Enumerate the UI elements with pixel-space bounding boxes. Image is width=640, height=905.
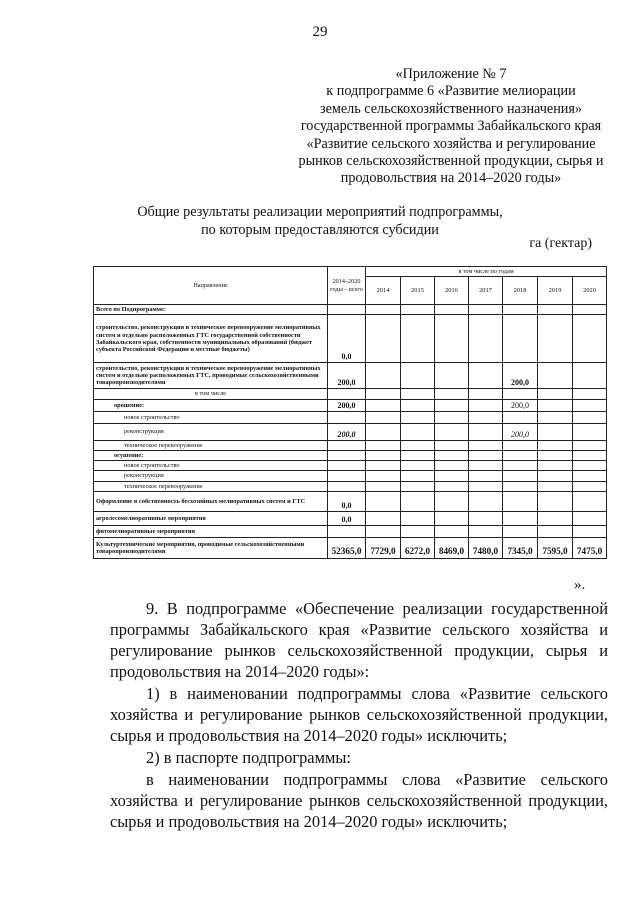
row-name: Оформление в собственность бесхозяйных мелиоративных систем и ГТС [94, 491, 328, 511]
paragraph-item-9: 9. В подпрограмме «Обеспечение реализации государственной программы Забайкальского края «Развитие сельского хозяйства и регулирование рынков сельскохозяйственной продукции, сырья и продовольствия на 2014–2020 годы»: [110, 599, 608, 681]
row-2018: 200,0 [503, 363, 538, 389]
table-row [94, 491, 607, 511]
table-row [94, 525, 607, 537]
row-name: техническое перевооружение [94, 440, 328, 450]
table-row [94, 411, 607, 423]
row-total: 52365,0 [328, 537, 366, 558]
row-total: 200,0 [328, 423, 366, 440]
row-name: строительство, реконструкция и техническое перевооружение мелиоративных систем и отдельно расположенных ГТС государственной собственности Забайкальского края, собственности муниципальных образований (бюджет субъекта Российской Федерации и местные бюджеты) [94, 315, 328, 363]
results-table [93, 266, 607, 559]
table-row [94, 511, 607, 525]
appendix-line: к подпрограмме 6 «Развитие мелиорации [326, 83, 576, 100]
header-including: в том числе по годам [366, 267, 607, 277]
appendix-line: «Приложение № 7 [395, 66, 507, 82]
row-2018: 7345,0 [503, 537, 538, 558]
table-row [94, 305, 607, 315]
appendix-line: продовольствия на 2014–2020 годы» [340, 170, 562, 187]
table-row [94, 471, 607, 481]
row-name: строительство, реконструкция и техническое перевооружение мелиоративных систем и отдельно расположенных ГТС, проводимые сельскохозяйственными товаропроизводителями [94, 363, 328, 389]
header-year: 2016 [435, 277, 469, 305]
table-header-row [94, 267, 607, 277]
row-name: фитомелиоративные мероприятия [94, 525, 328, 537]
title-line: Общие результаты реализации мероприятий подпрограммы, [137, 204, 503, 220]
header-total: 2014–2020 годы – всего [328, 267, 366, 305]
table-row [94, 399, 607, 411]
appendix-line: рынков сельскохозяйственной продукции, сырья и [298, 153, 604, 170]
row-name: Культуртехнические мероприятия, проводимые сельскохозяйственными товаропроизводителями [94, 537, 328, 558]
row-name: агролесомелиоративные мероприятия [94, 511, 328, 525]
header-year: 2014 [366, 277, 401, 305]
appendix-line: «Развитие сельского хозяйства и регулирование [306, 135, 596, 152]
table-row [94, 315, 607, 363]
title-line: по которым предоставляются субсидии [201, 221, 439, 238]
row-name: осушение: [94, 451, 328, 461]
appendix-line: государственной программы Забайкальского края [300, 118, 602, 135]
paragraph-subitem-1: 1) в наименовании подпрограммы слова «Развитие сельского хозяйства и регулирование рынков сельскохозяйственной продукции, сырья и продовольствия на 2014–2020 годы» исключить; [110, 684, 608, 745]
row-name: реконструкция [94, 471, 328, 481]
row-2020: 7475,0 [573, 537, 607, 558]
header-direction: Направление [94, 267, 328, 305]
row-total: 200,0 [328, 399, 366, 411]
table-title [70, 204, 570, 239]
row-name: новое строительство [94, 461, 328, 471]
row-2016: 8469,0 [435, 537, 469, 558]
header-year: 2019 [538, 277, 573, 305]
row-total: 200,0 [328, 363, 366, 389]
paragraph-passport: в наименовании подпрограммы слова «Развитие сельского хозяйства и регулирование рынков сельскохозяйственной продукции, сырья и продовольствия на 2014–2020 годы» исключить; [110, 770, 608, 831]
header-year: 2018 [503, 277, 538, 305]
row-total: 0,0 [328, 315, 366, 363]
row-2018: 200,0 [503, 423, 538, 440]
row-2018: 200,0 [503, 399, 538, 411]
header-year: 2015 [401, 277, 435, 305]
row-2015: 6272,0 [401, 537, 435, 558]
row-total: 0,0 [328, 491, 366, 511]
header-year: 2017 [469, 277, 503, 305]
paragraph-subitem-2: 2) в паспорте подпрограммы: [146, 748, 351, 767]
appendix-header [296, 66, 606, 188]
row-2014: 7729,0 [366, 537, 401, 558]
row-name: новое строительство [94, 411, 328, 423]
row-2019: 7595,0 [538, 537, 573, 558]
row-name: Всего по Подпрограмме: [94, 305, 328, 315]
table-row [94, 537, 607, 558]
row-2017: 7480,0 [469, 537, 503, 558]
table-row [94, 363, 607, 389]
table-row [94, 451, 607, 461]
table-row [94, 423, 607, 440]
header-year: 2020 [573, 277, 607, 305]
row-total: 0,0 [328, 511, 366, 525]
table-row [94, 440, 607, 450]
closing-quote: ». [574, 577, 586, 593]
row-name: в том числе [94, 389, 328, 399]
appendix-line: земель сельскохозяйственного назначения» [319, 100, 583, 117]
row-name: реконструкция [94, 423, 328, 440]
page-number: 29 [312, 24, 328, 40]
row-name: техническое перевооружение [94, 481, 328, 491]
row-name: орошение: [94, 399, 328, 411]
table-row [94, 481, 607, 491]
table-row [94, 461, 607, 471]
table-row [94, 389, 607, 399]
unit-label: га (гектар) [529, 236, 592, 251]
